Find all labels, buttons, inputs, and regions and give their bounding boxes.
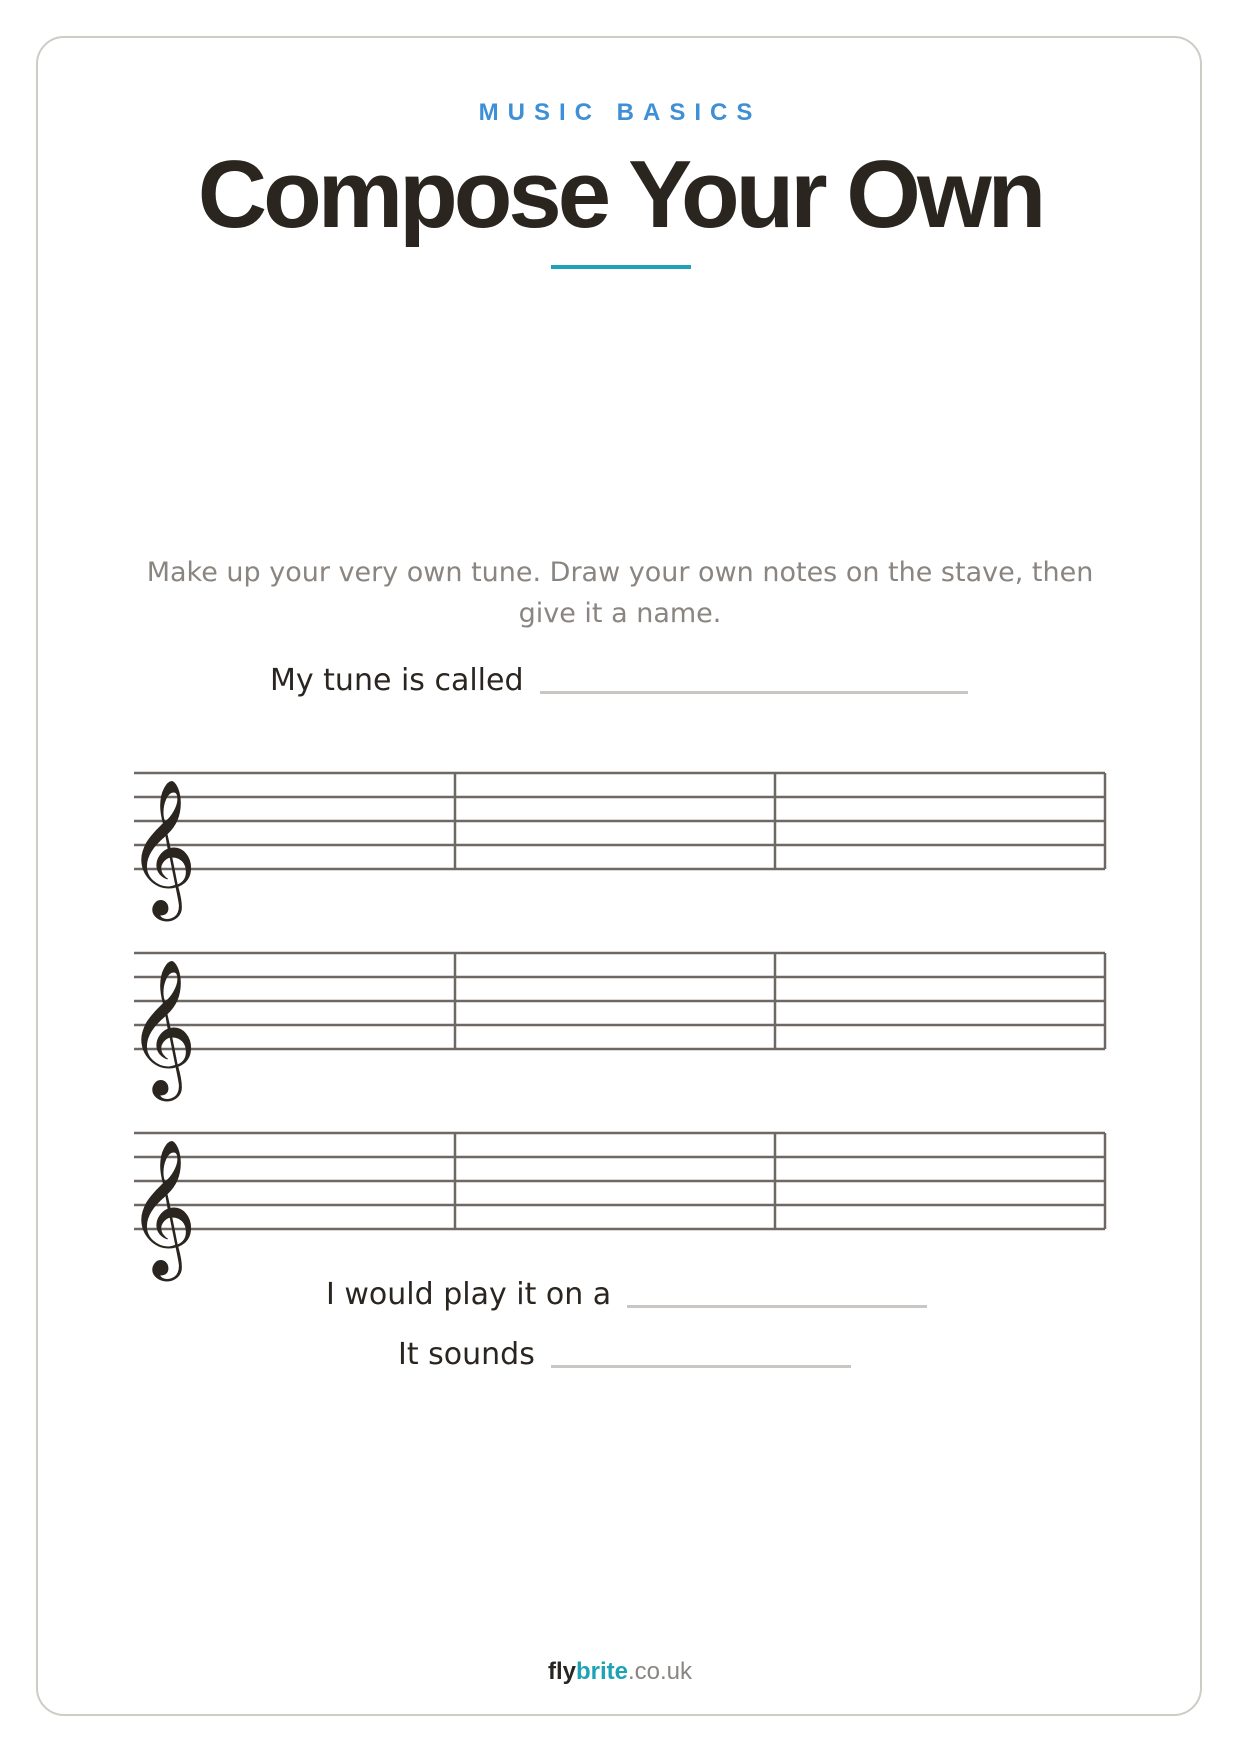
section-kicker: MUSIC BASICS [478,99,762,126]
footer-brand [0,1658,1240,1686]
instrument-write-line[interactable] [627,1305,927,1308]
brand-brite: brite [575,1658,628,1685]
treble-clef-icon: 𝄞 [127,957,197,1095]
instrument-label: I would play it on a [326,1277,612,1312]
sound-write-line[interactable] [551,1365,851,1368]
tune-name-label: My tune is called [270,663,524,698]
sound-field [398,1332,851,1372]
sound-label: It sounds [398,1337,535,1372]
stave[interactable] [127,1133,1105,1281]
stave[interactable] [127,953,1105,1101]
instrument-field [326,1272,927,1312]
treble-clef-icon: 𝄞 [127,1137,197,1275]
instructions-text: Make up your very own tune. Draw your own notes on the stave, then give it a name. [146,557,1094,629]
treble-clef-icon: 𝄞 [127,777,197,915]
brand-fly: fly [547,1658,576,1685]
brand-tld: .co.uk [628,1658,693,1685]
page-title: Compose Your Own [197,141,1043,248]
stave[interactable] [127,773,1105,921]
